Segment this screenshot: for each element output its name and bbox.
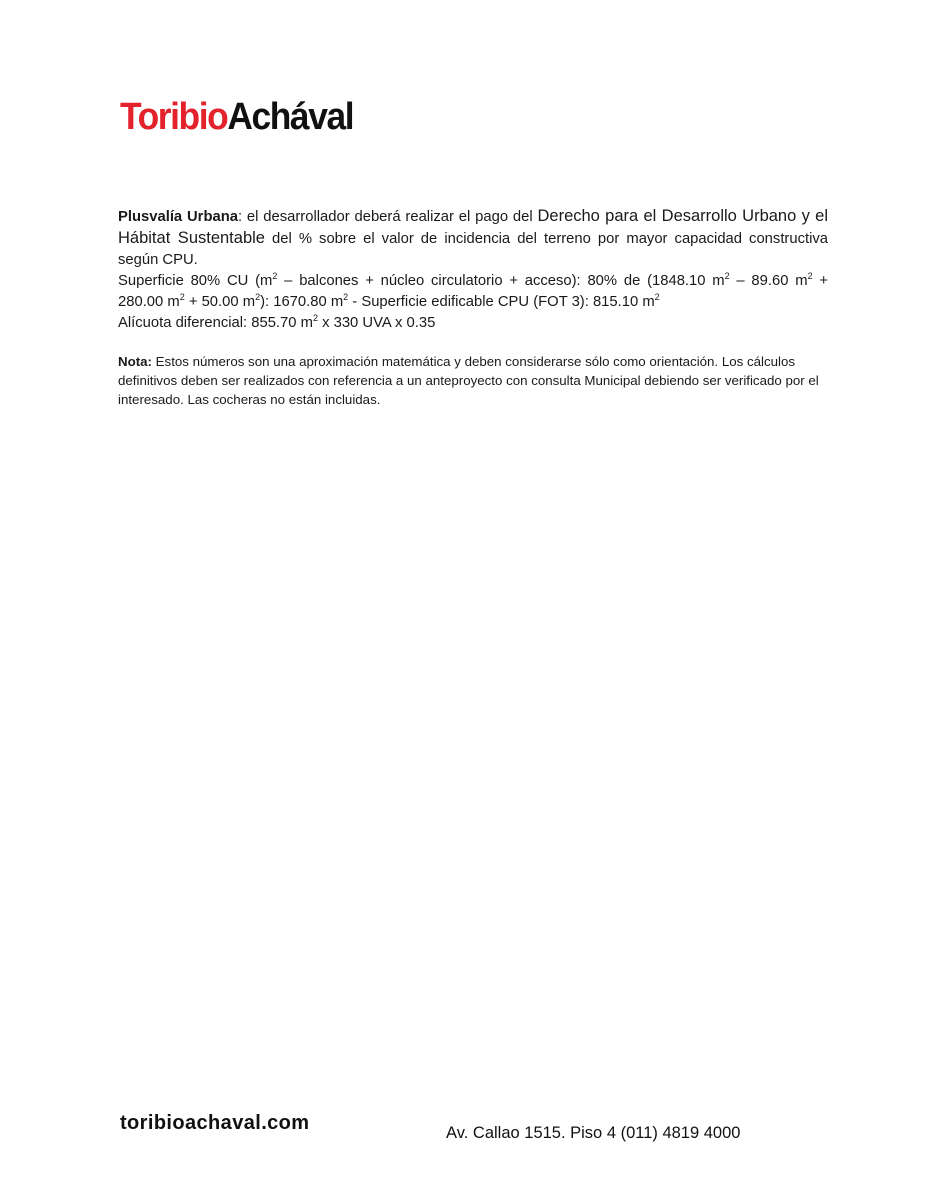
superficie-text-5: + 50.00 m xyxy=(184,294,256,310)
superficie-text-1: Superficie 80% CU (m xyxy=(118,273,273,289)
plusvalia-big-text: Derecho para el Desarrollo Urbano y el Hábitat Sustentable xyxy=(118,207,829,247)
superscript-2: 2 xyxy=(343,292,349,303)
document-body xyxy=(118,206,828,422)
superscript-2: 2 xyxy=(807,271,813,282)
alicuota-text-1: Alícuota diferencial: 855.70 m xyxy=(118,315,313,331)
plusvalia-label: Plusvalía Urbana xyxy=(118,209,238,225)
logo-part-red: Toribio xyxy=(120,96,228,138)
superficie-text-4: + 280.00 m xyxy=(118,273,828,310)
note-label: Nota: xyxy=(118,354,152,369)
superscript-2: 2 xyxy=(312,313,318,324)
alicuota-text-2: x 330 UVA x 0.35 xyxy=(317,315,436,331)
footer-address: Av. Callao 1515. Piso 4 (011) 4819 4000 xyxy=(446,1124,741,1142)
superscript-2: 2 xyxy=(272,271,278,282)
plusvalia-text-1: : el desarrollador deberá realizar el pago del xyxy=(237,209,538,225)
superscript-2: 2 xyxy=(654,292,660,303)
company-logo xyxy=(120,98,353,136)
superscript-2: 2 xyxy=(179,292,185,303)
note-text: Estos números son una aproximación matemática y deben considerarse sólo como orientación. Los cálculos definitivos deben ser realizados con referencia a un anteproyecto con consulta Municipal debiendo ser verificado por el interesado. Las cocheras no están incluidas. xyxy=(118,354,819,407)
alicuota-line xyxy=(118,313,828,334)
logo-part-black: Achával xyxy=(227,96,354,138)
superficie-text-2: – balcones + núcleo circulatorio + acceso): 80% de (1848.10 m xyxy=(277,273,725,289)
footer-website-link[interactable]: toribioachaval.com xyxy=(120,1112,310,1134)
superscript-2: 2 xyxy=(255,292,261,303)
plusvalia-paragraph xyxy=(118,206,828,271)
superscript-2: 2 xyxy=(724,271,730,282)
superficie-line xyxy=(118,271,828,313)
note-paragraph xyxy=(118,352,828,409)
superficie-text-7: - Superficie edificable CPU (FOT 3): 815.10 m xyxy=(348,294,655,310)
superficie-text-3: – 89.60 m xyxy=(729,273,808,289)
plusvalia-text-2: del % sobre el valor de incidencia del terreno por mayor capacidad constructiva según CPU. xyxy=(118,231,829,268)
superficie-text-6: ): 1670.80 m xyxy=(260,294,344,310)
